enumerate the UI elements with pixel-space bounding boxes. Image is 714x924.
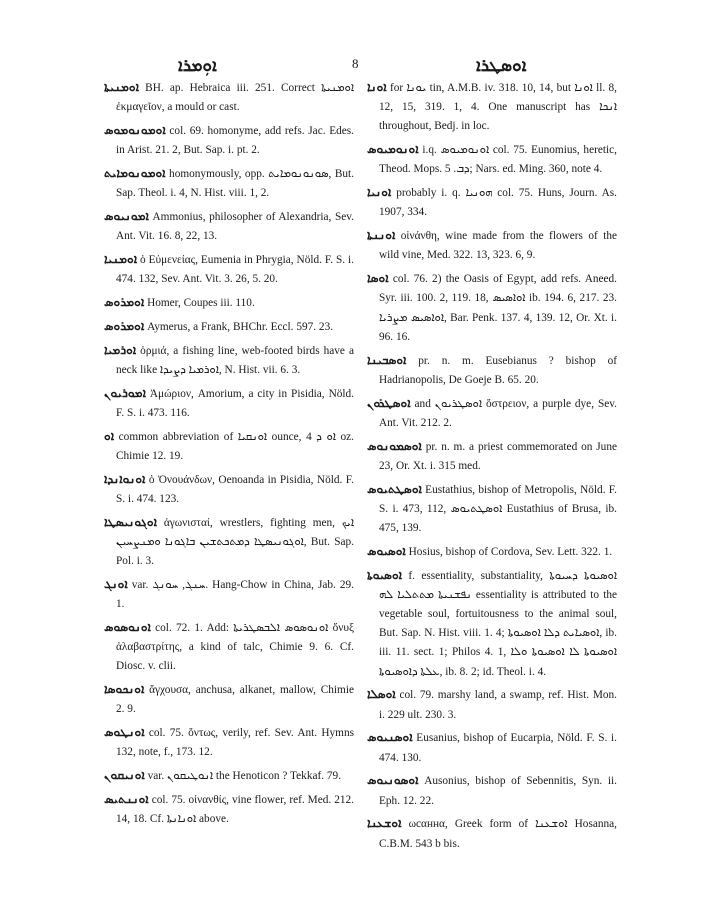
dictionary-entry <box>104 680 354 719</box>
entry-definition: pr. n. m. Eusebianus ? bishop of Hadrianopolis, De Goeje B. 65. 20. <box>379 354 617 386</box>
dictionary-entry <box>367 437 617 476</box>
dictionary-entry <box>367 78 617 137</box>
syriac-headword: ܐܘܣܛܪܘܢ <box>367 395 411 410</box>
syriac-headword: ܐܘܣܘܢܝܘܣ <box>367 773 419 788</box>
entry-definition: var. ܚܢܓ, ܚܘܢܓ. Hang-Chow in China, Jab. 29. 1. <box>116 578 354 610</box>
entry-definition: Aymerus, a Frank, BHChr. Eccl. 597. 23. <box>144 320 334 333</box>
entry-definition: ἄγχουσα, anchusa, alkanet, mallow, Chimie 2. 9. <box>116 684 354 716</box>
dictionary-entry <box>104 513 354 572</box>
dictionary-entry <box>104 293 354 313</box>
syriac-headword: ܐܘܣܝܘܬܐ <box>367 567 403 582</box>
entry-definition: col. 69. homonyme, add refs. Jac. Edes. in Arist. 21. 2, But. Sap. i. pt. 2. <box>116 125 354 157</box>
dictionary-entry <box>367 480 617 539</box>
dictionary-entry <box>367 566 617 682</box>
entry-definition: Ἀμώριον, Amorium, a city in Pisidia, Nöld. F. S. i. 473. 116. <box>116 387 354 419</box>
dictionary-entry <box>104 723 354 762</box>
entry-definition: Ammonius, philosopher of Alexandria, Sev. Ant. Vit. 16. 8, 22, 13. <box>116 211 354 243</box>
page-number: 8 <box>352 56 359 71</box>
entry-definition: BH. ap. Hebraica iii. 251. Correct ܐܘܡܢܝܬܐ ἐκμαγεῖον, a mould or cast. <box>116 82 354 114</box>
syriac-headword: ܐܘܣܝܘܣ <box>367 543 406 558</box>
dictionary-entry <box>104 470 354 509</box>
syriac-headword: ܐܘܢܢܬܝܣ <box>104 791 149 806</box>
dictionary-entry <box>104 78 354 117</box>
entry-definition: and ܐܘܣܛܪܝܘܢ ὄστρειον, a purple dye, Sev. Ant. Vit. 212. 2. <box>379 397 617 429</box>
dictionary-entry <box>367 728 617 767</box>
syriac-headword: ܐܘܢܝܐ <box>367 185 392 200</box>
dictionary-entry <box>104 207 354 246</box>
dictionary-entry <box>104 164 354 203</box>
entry-definition: Eusanius, bishop of Eucarpia, Nöld. F. S. i. 474. 130. <box>379 732 617 764</box>
right-running-head: ܐܘܣܛܪܐ <box>476 56 527 75</box>
syriac-headword: ܐܘܢܘܡܝܘܣ <box>367 142 419 157</box>
entry-definition: ὁ Ὀνουάνδων, Oenoanda in Pisidia, Nöld. F. S. i. 474. 123. <box>116 473 354 505</box>
syriac-headword: ܐܘܢܢܬܐ <box>367 228 396 243</box>
syriac-headword: ܐܘܢܘܣܘܣ <box>104 619 151 634</box>
dictionary-entry <box>104 575 354 614</box>
syriac-headword: ܐܘܣܛܬܝܘܣ <box>367 481 422 496</box>
syriac-headword: ܐܘܢܓ <box>104 576 128 591</box>
syriac-headword: ܐܘܣܒܝܢܐ <box>367 352 407 367</box>
entry-definition: Homer, Coupes iii. 110. <box>144 297 255 309</box>
syriac-headword: ܐܘܡܪܘܣ <box>104 295 145 309</box>
dictionary-entry <box>367 269 617 347</box>
left-column <box>104 78 354 833</box>
syriac-headword: ܐܘܓܘܢܝܣܛܐ <box>104 514 157 529</box>
entry-definition: ὁ Εὐμενείας, Eumenia in Phrygia, Nöld. F. S. i. 474. 132, Sev. Ant. Vit. 3. 26, 5. 20. <box>116 254 354 286</box>
dictionary-entry <box>104 121 354 160</box>
dictionary-entry <box>104 384 354 423</box>
dictionary-entry <box>367 183 617 222</box>
dictionary-entry <box>367 226 617 265</box>
syriac-headword: ܐܘܡܢܝܬܐ <box>104 80 139 94</box>
syriac-headword: ܐܘܣܡܘܢܘܣ <box>367 438 422 453</box>
syriac-headword: ܐܘܢܝܩܘܢ <box>104 768 145 782</box>
entry-definition: col. 79. marshy land, a swamp, ref. Hist. Mon. i. 229 ult. 230. 3. <box>379 689 617 721</box>
dictionary-entry <box>367 814 617 853</box>
right-column <box>367 78 617 857</box>
syriac-headword: ܐܘܡܘܢܘܡܘܣ <box>104 123 166 137</box>
syriac-headword: ܐܘܢܐ <box>367 80 387 94</box>
dictionary-entry <box>104 341 354 380</box>
syriac-headword: ܐܘܢܟܘܣܐ <box>104 682 145 696</box>
entry-definition: homonymously, opp. ܣܘܢܘܢܘܡܐܝܬ, But. Sap. Theol. i. 4, N. Hist. viii. 1, 2. <box>116 168 355 200</box>
entry-definition: f. essentiality, substantiality, ܐܘܣܝܘܬܐ ܕܚܝܘܬܐ ܢܦܫܢܝܬܐ ܡܬܬܠܝܐ ܠܗ essentiality is attributed to the vegetable soul, fortuitousness to the animal soul, But. Sap. N. Hist. viii. 1. 4; ܐܘܣܝܐܝܬ ܕܠܐ ܐܘܣܝܘܬܐ, ib. iii. 11. sect. 1; Philos 4. 1, ܐܘܣܝܘܬܐ ܠܐ ܐܘܣܝܘܬܐ ܘܠܐ ܥܠܬܐ ܕܐܘܣܝܘܬܐ, ib. 8. 2; id. Theol. i. 4. <box>379 569 618 678</box>
syriac-headword: ܐܘܢܘܐܢܕܐ <box>104 471 146 486</box>
entry-definition: pr. n. m. a priest commemorated on June 23, Or. Xt. i. 315 med. <box>379 440 617 472</box>
dictionary-entry <box>367 771 617 810</box>
dictionary-entry <box>367 394 617 433</box>
dictionary-entry <box>367 351 617 390</box>
entry-definition: ἀγωνισταί, wrestlers, fighting men, ܐܝܟ ܐܘܓܘܢܝܣܛܐ ܕܡܬܟܬܫܝܢ ܒܐܓܘܢܐ ܘܡܢܨܚܝܢ, But. Sap. Pol. i. 3. <box>116 516 354 567</box>
syriac-headword: ܐܘܡܪܘܣ <box>104 318 145 333</box>
dictionary-entry <box>367 685 617 724</box>
dictionary-entry <box>104 790 354 829</box>
syriac-headword: ܐܘܪܡܝܐ <box>104 342 137 357</box>
dictionary-entry <box>104 317 354 337</box>
syriac-headword: ܐܘܣܢܝܘܣ <box>367 730 413 745</box>
syriac-headword: ܐܡܘܢܝܘܣ <box>104 209 149 223</box>
entry-definition: probably i. q. ܗܘܢܝܐ col. 75. Huns, Journ. As. 1907, 334. <box>379 187 618 219</box>
dictionary-entry <box>367 542 617 562</box>
entry-definition: var. ܐܢܘܛܝܩܘܢ the Henoticon ? Tekkaf. 79. <box>144 770 342 782</box>
syriac-headword: ܐܘܣܠܐ <box>367 687 396 702</box>
syriac-headword: ܐܘܣܐ <box>367 271 389 286</box>
syriac-headword: ܐܘܡܢܝܐ <box>104 252 138 266</box>
dictionary-entry <box>104 766 354 786</box>
entry-definition: i.q. ܐܘܢܘܡܝܘܣ col. 75. Eunomius, heretic, Theod. Mops. ܕܒ. 5; Nars. ed. Ming. 360, note 4. <box>379 144 617 176</box>
syriac-headword: ܐܘܫܥܢܐ <box>367 816 402 831</box>
entry-definition: col. 75. ὄντως, verily, ref. Sev. Ant. Hymns 132, note, f., 173. 12. <box>116 727 354 759</box>
entry-definition: Hosius, bishop of Cordova, Sev. Lett. 322. 1. <box>405 545 613 558</box>
dictionary-entry <box>367 140 617 179</box>
entry-definition: common abbreviation of ܐܘܢܩܝܐ ounce, ܐܘ ܕ 4 oz. Chimie 12. 19. <box>114 430 354 462</box>
entry-definition: οἰνάνθη, wine made from the flowers of the wild vine, Med. 322. 13, 323. 6, 9. <box>379 230 617 262</box>
syriac-headword: ܐܘ <box>104 428 115 443</box>
left-running-head: ܐܘܼܡܪܐ <box>178 56 217 75</box>
entry-definition: col. 72. 1. Add: ܐܘܢܘܣܘܣ ܐܠܒܣܛܪܝܬܐ ὄνυξ ἀλαβαστρίτης, a kind of talc, Chimie 9. 6. Cf. Diosc. v. clii. <box>116 621 354 673</box>
dictionary-entry <box>104 618 354 677</box>
syriac-headword: ܐܡܘܪܝܘܢ <box>104 385 146 400</box>
entry-definition: ὁρμιά, a fishing line, web-footed birds have a neck like ܐܘܪܡܝܐ ܕܨܝܕܐ, N. Hist. vii. 6. 3. <box>116 344 354 376</box>
entry-definition: for ܝܘܢܐ tin, A.M.B. iv. 318. 10, 14, but ܐܘܢܐ ll. 8, 12, 15, 319. 1, 4. One manuscript has ܐܢܟܐ throughout, Bedj. in loc. <box>379 82 617 133</box>
dictionary-entry <box>104 427 354 466</box>
syriac-headword: ܐܘܡܘܢܘܡܐܝܬ <box>104 166 166 180</box>
entry-definition: col. 76. 2) the Oasis of Egypt, add refs. Aneed. Syr. iii. 100. 2, 119. 18, ܐܘܐܣܝܣ ib. 194. 6, 217. 23. ܐܘܐܣܝܣ ܡܨܪܝܐ, Bar. Penk. 137. 4, 139. 12, Or. Xt. i. 96. 16. <box>379 273 617 343</box>
entry-definition: Ausonius, bishop of Sebennitis, Syn. ii. Eph. 12. 22. <box>379 775 617 807</box>
entry-definition: Eustathius, bishop of Metropolis, Nöld. F. S. i. 473, 112, ܐܘܣܛܬܝܘܣ Eustathius of Brusa, ib. 475, 139. <box>379 483 617 535</box>
entry-definition: ωcαннα, Greek form of ܐܘܫܥܢܐ Hosanna, C.B.M. 543 b bis. <box>379 818 617 850</box>
entry-definition: col. 75. οἰνανθίς, vine flower, ref. Med. 212. 14, 18. Cf. ܐܘܢܐܢܬܐ above. <box>116 793 354 825</box>
syriac-headword: ܐܘܢܛܘܣ <box>104 725 145 739</box>
dictionary-entry <box>104 250 354 289</box>
